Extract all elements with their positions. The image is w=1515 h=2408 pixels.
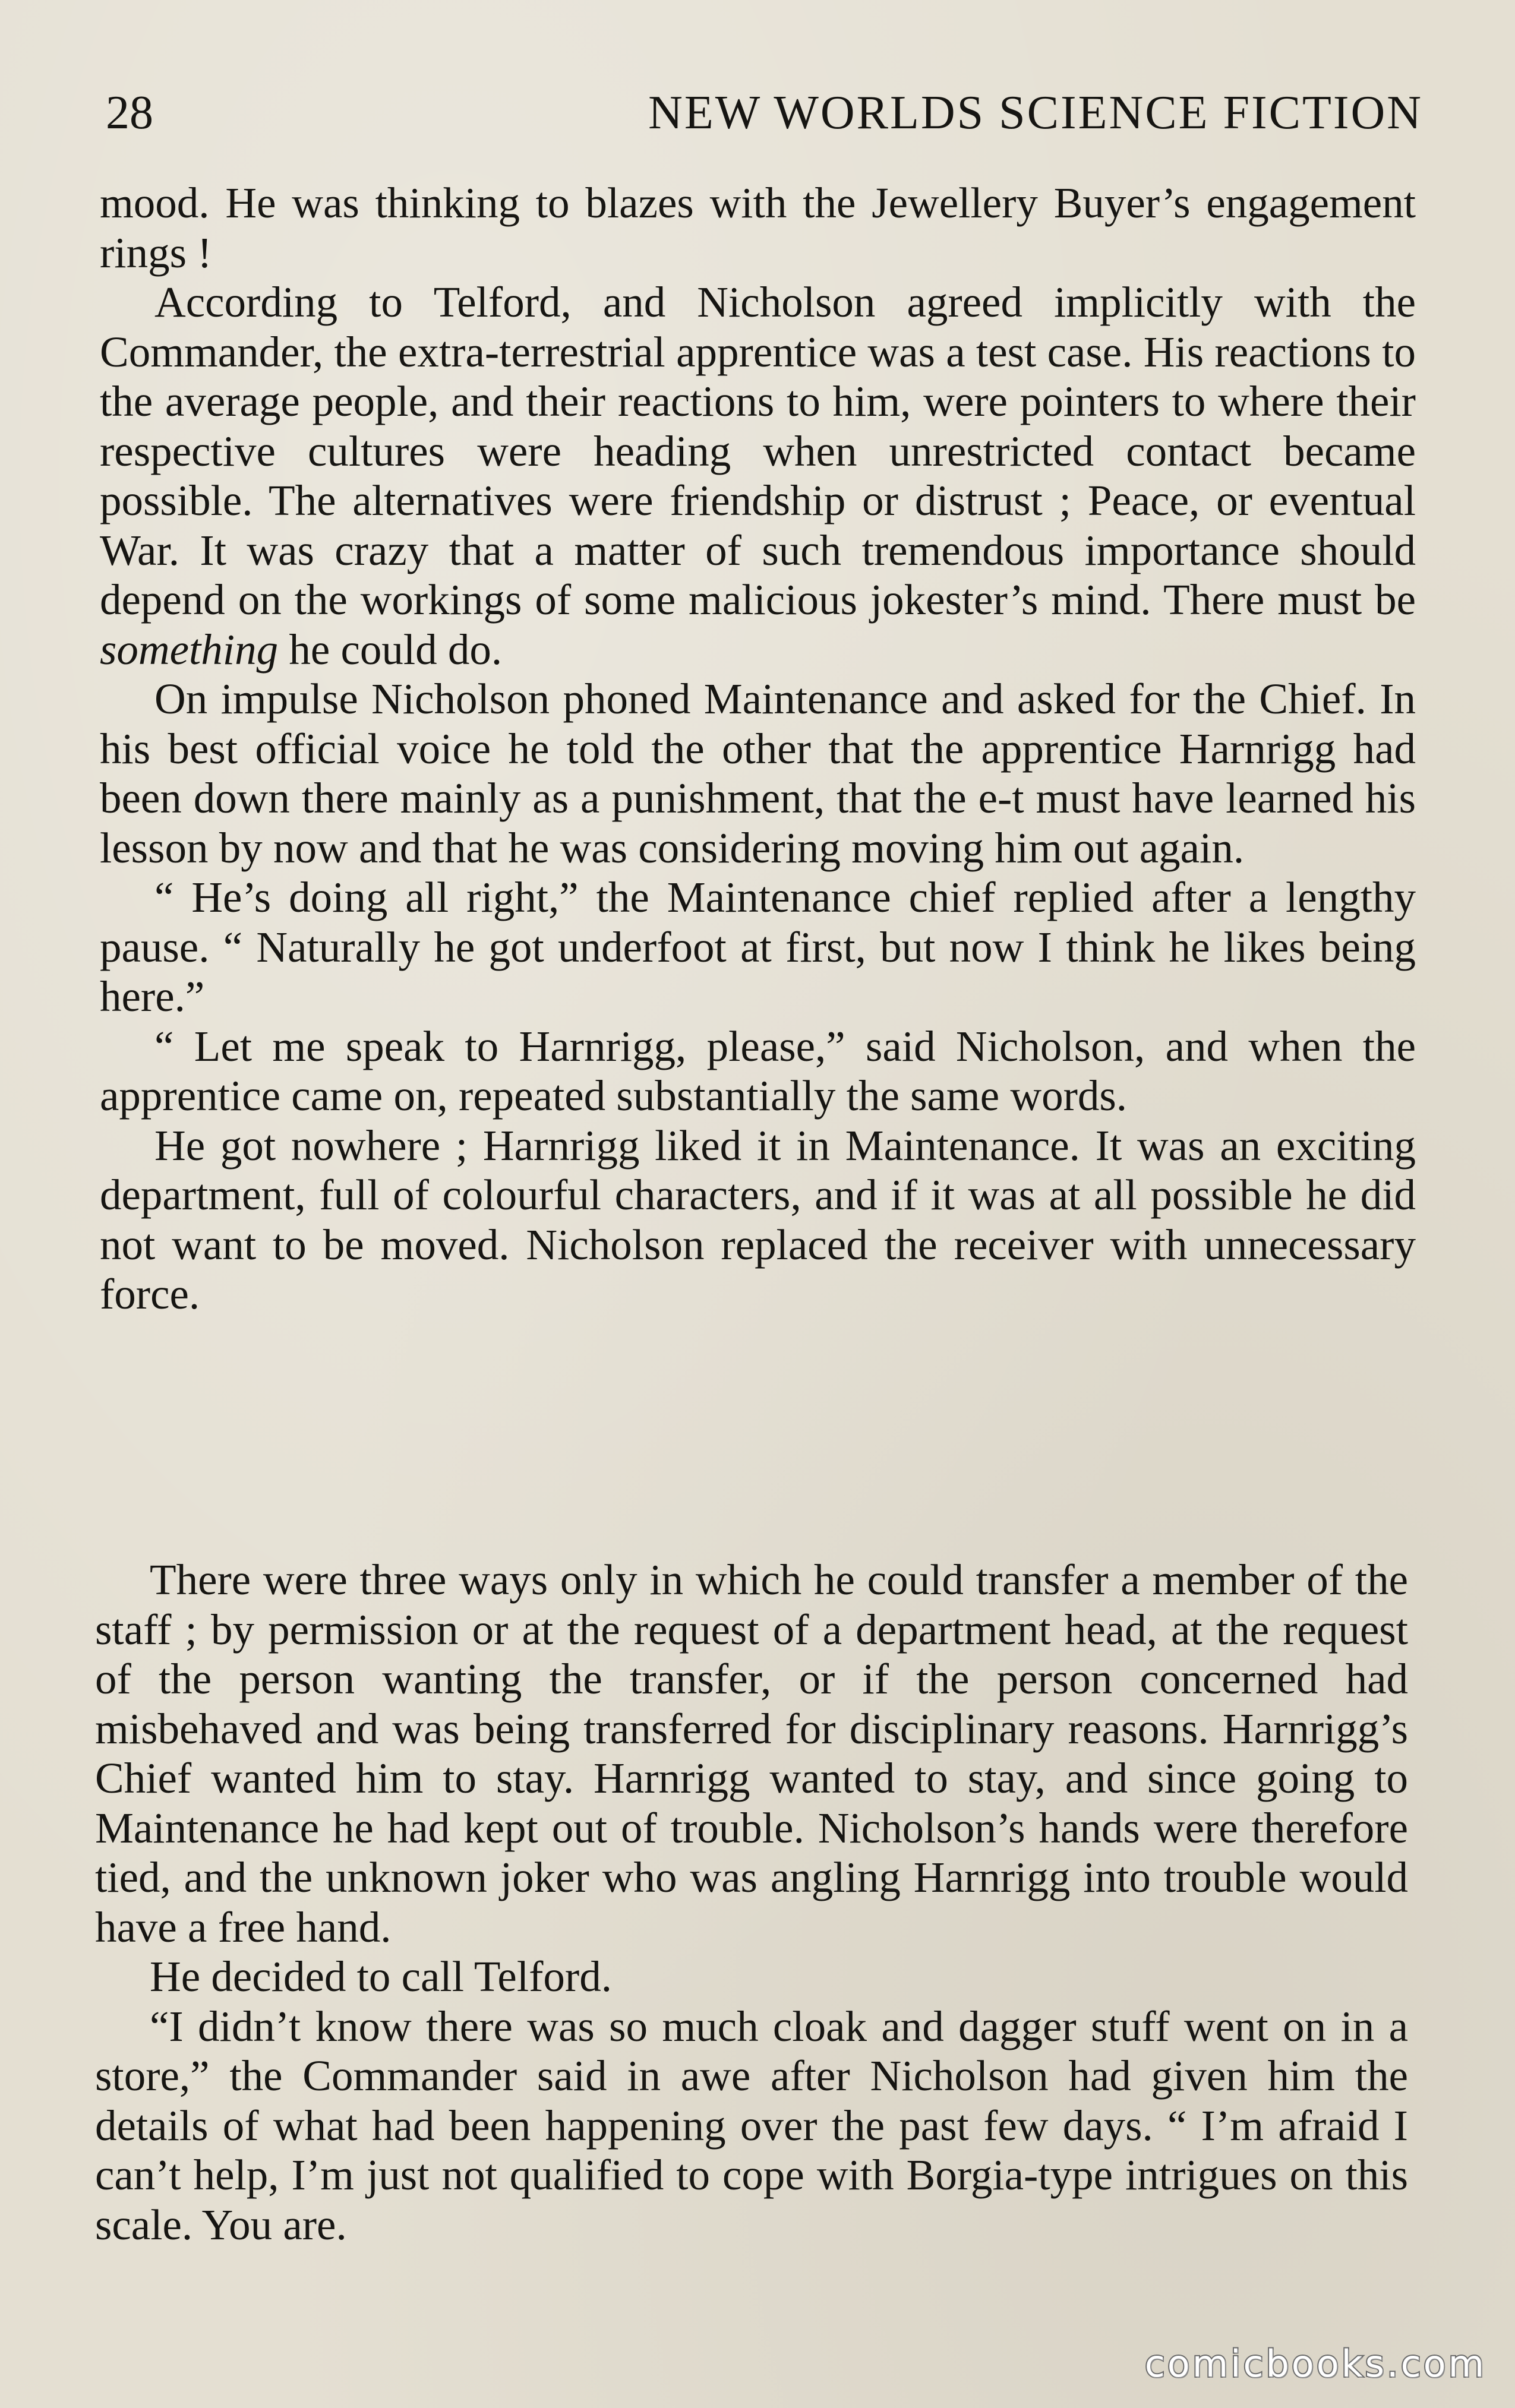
paragraph: mood. He was thinking to blazes with the Jewellery Buyer’s engagement rings ! bbox=[100, 179, 1416, 277]
paragraph bbox=[100, 277, 1416, 674]
paragraph: “ Let me speak to Harnrigg, please,” said Nicholson, and when the apprentice came on, repeated substantially the same words. bbox=[100, 1022, 1416, 1120]
paragraph: There were three ways only in which he could transfer a member of the staff ; by permission or at the request of a department head, at the request of the person wanting the transfer, or if the person concerned had misbehaved and was being transferred for disciplinary reasons. Harnrigg’s Chief wanted him to stay. Harnrigg wanted to stay, and since going to Maintenance he had kept out of trouble. Nicholson’s hands were therefore tied, and the unknown joker who was angling Harnrigg into trouble would have a free hand. bbox=[95, 1556, 1408, 1951]
paragraph-text: he could do. bbox=[278, 625, 503, 674]
emphasis-text: something bbox=[100, 625, 279, 674]
paragraph: “ He’s doing all right,” the Maintenance chief replied after a lengthy pause. “ Naturally he got underfoot at first, but now I think he likes being here.” bbox=[100, 873, 1416, 1020]
running-head: NEW WORLDS SCIENCE FICTION bbox=[648, 87, 1423, 139]
paragraph-text: According to Telford, and Nicholson agreed implicitly with the Commander, the extra-terrestrial apprentice was a test case. His reactions to the average people, and their reactions to him, were pointers to where their respective cultures were heading when unrestricted contact became possible. The alternatives were friendship or distrust ; Peace, or eventual War. It was crazy that a matter of such tremendous importance should depend on the workings of some malicious jokester’s mind. There must be bbox=[100, 278, 1416, 624]
text-section-2 bbox=[95, 1555, 1408, 2249]
paragraph: He decided to call Telford. bbox=[150, 1952, 612, 2001]
paragraph: He got nowhere ; Harnrigg liked it in Maintenance. It was an exciting department, full of colourful characters, and if it was at all possible he did not want to be moved. Nicholson replaced the receiver with unnecessary force. bbox=[100, 1121, 1416, 1318]
paragraph: “I didn’t know there was so much cloak and dagger stuff went on in a store,” the Commander said in awe after Nicholson had given him the details of what had been happening over the past few days. “ I’m afraid I can’t help, I’m just not qualified to cope with Borgia-type intrigues on this scale. You are. bbox=[95, 2002, 1408, 2249]
paragraph: On impulse Nicholson phoned Maintenance and asked for the Chief. In his best official voice he told the other that the apprentice Harnrigg had been down there mainly as a punishment, that the e-t must have learned his lesson by now and that he was considering moving him out again. bbox=[100, 675, 1416, 872]
text-section-1 bbox=[100, 178, 1416, 1319]
watermark: comicbooks.com bbox=[1144, 2342, 1486, 2385]
page-number: 28 bbox=[106, 87, 153, 139]
page-header bbox=[106, 83, 1423, 143]
